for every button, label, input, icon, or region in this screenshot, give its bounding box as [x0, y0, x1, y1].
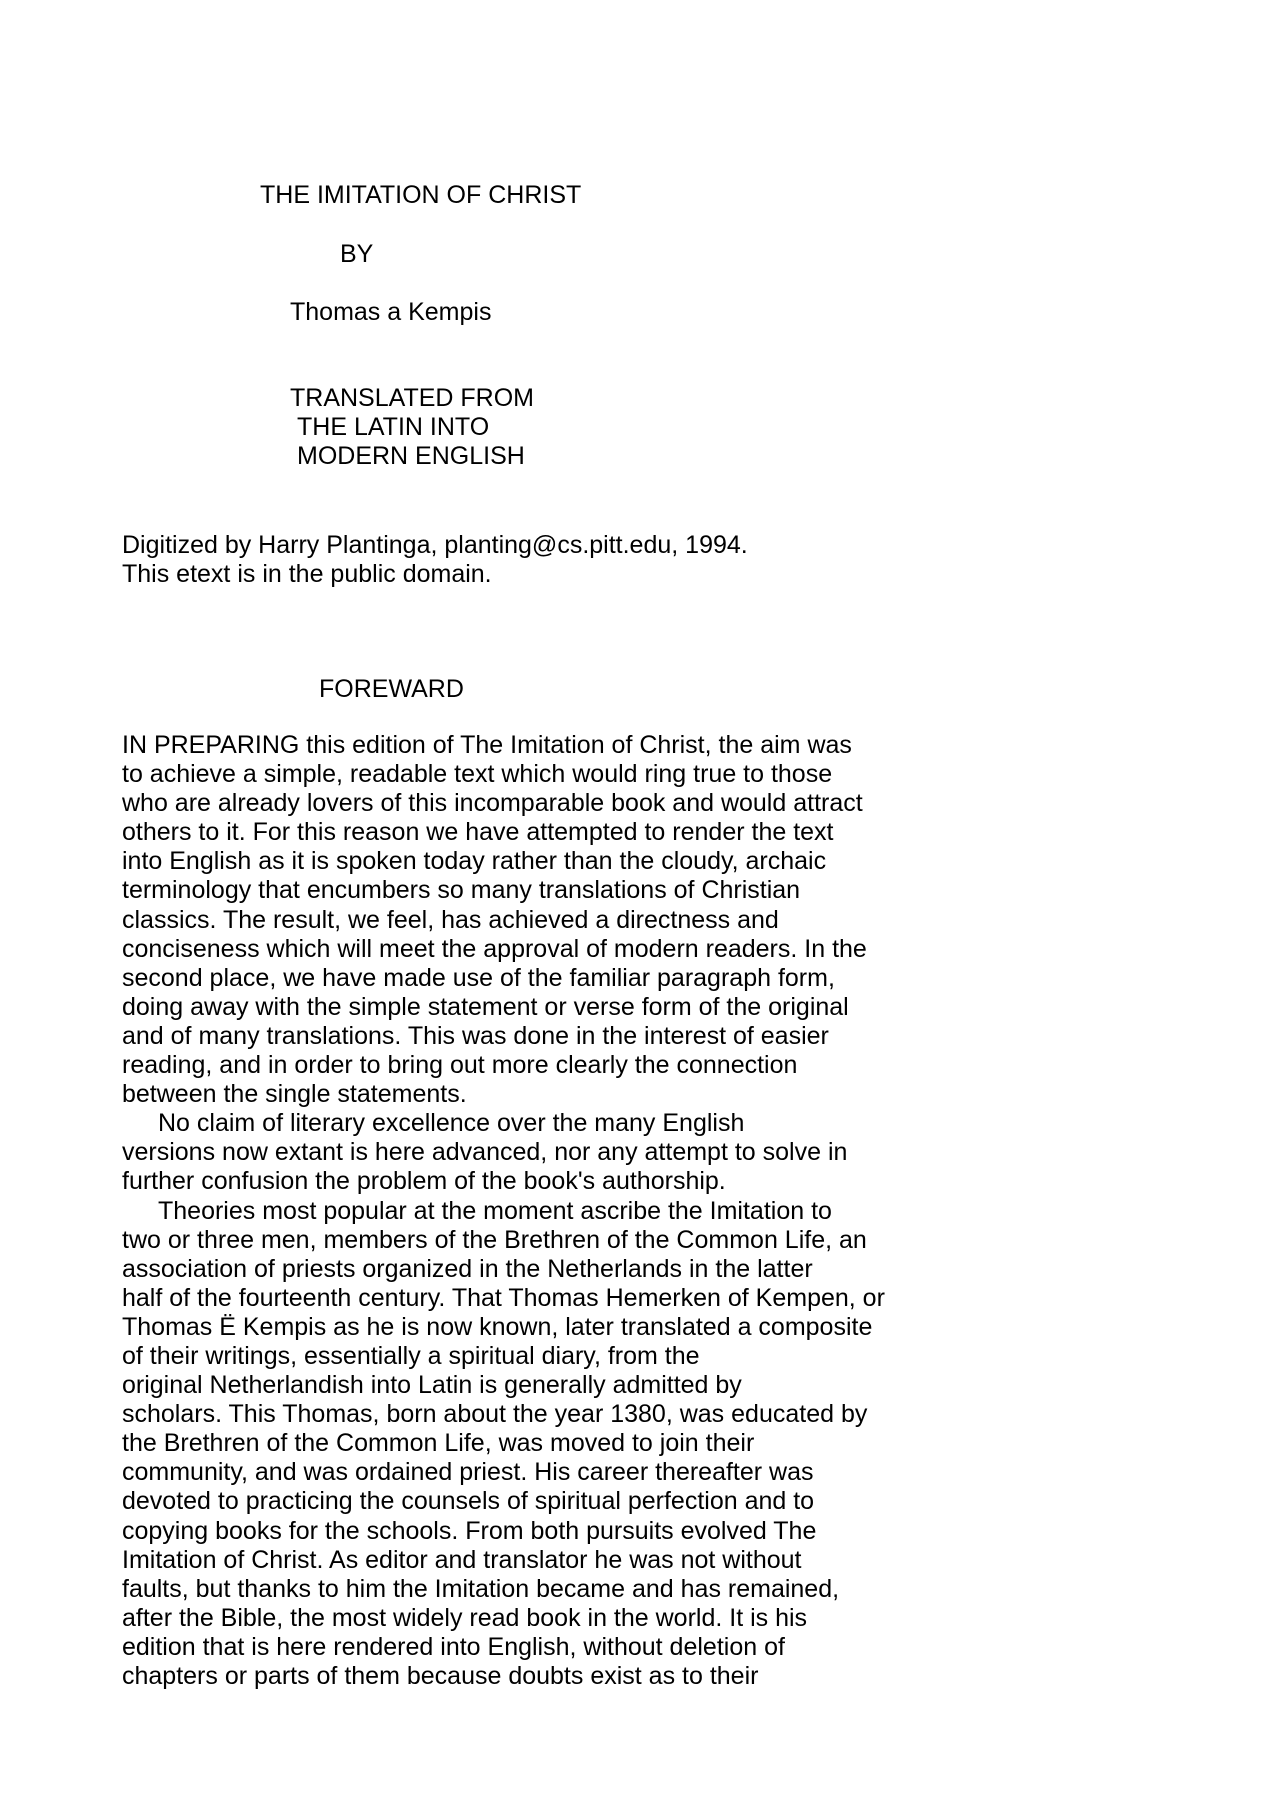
body-line: IN PREPARING this edition of The Imitation of Christ, the aim was	[122, 731, 852, 759]
body-line: versions now extant is here advanced, nor any attempt to solve in	[122, 1138, 848, 1167]
translation-note-line-2: THE LATIN INTO	[297, 413, 490, 441]
translation-note-line-1: TRANSLATED FROM	[290, 384, 534, 412]
body-line: to achieve a simple, readable text which would ring true to those	[122, 760, 833, 789]
body-line: scholars. This Thomas, born about the year 1380, was educated by	[122, 1400, 868, 1429]
body-line: Thomas Ë Kempis as he is now known, later translated a composite	[122, 1312, 873, 1341]
body-line: classics. The result, we feel, has achieved a directness and	[122, 905, 779, 934]
body-line: edition that is here rendered into English, without deletion of	[122, 1632, 785, 1661]
body-line: into English as it is spoken today rather than the cloudy, archaic	[122, 847, 827, 876]
credits-line-1: Digitized by Harry Plantinga, planting@cs.pitt.edu, 1994.	[122, 531, 748, 559]
book-title: THE IMITATION OF CHRIST	[260, 181, 582, 209]
body-line: chapters or parts of them because doubts exist as to their	[122, 1662, 759, 1690]
body-line: terminology that encumbers so many translations of Christian	[122, 876, 801, 905]
body-line: the Brethren of the Common Life, was moved to join their	[122, 1429, 755, 1458]
paragraph-start-line: Theories most popular at the moment ascribe the Imitation to	[158, 1196, 832, 1225]
by-line: BY	[340, 240, 374, 268]
body-line: others to it. For this reason we have attempted to render the text	[122, 818, 834, 847]
body-line: association of priests organized in the Netherlands in the latter	[122, 1254, 813, 1283]
foreward-body	[122, 731, 1172, 1691]
translation-note-line-3: MODERN ENGLISH	[297, 442, 525, 470]
body-line: after the Bible, the most widely read book in the world. It is his	[122, 1603, 808, 1632]
body-line: half of the fourteenth century. That Thomas Hemerken of Kempen, or	[122, 1283, 885, 1312]
author-name: Thomas a Kempis	[290, 298, 492, 326]
body-line: two or three men, members of the Brethren of the Common Life, an	[122, 1225, 867, 1254]
body-line: original Netherlandish into Latin is generally admitted by	[122, 1371, 742, 1400]
paragraph-start-line: No claim of literary excellence over the many English	[158, 1109, 745, 1138]
body-line: between the single statements.	[122, 1080, 467, 1109]
body-line: Imitation of Christ. As editor and translator he was not without	[122, 1545, 802, 1574]
credits-line-2: This etext is in the public domain.	[122, 560, 492, 588]
foreward-heading: FOREWARD	[319, 675, 464, 703]
body-line: further confusion the problem of the book's authorship.	[122, 1167, 726, 1196]
body-line: and of many translations. This was done in the interest of easier	[122, 1021, 829, 1050]
body-line: of their writings, essentially a spiritual diary, from the	[122, 1341, 700, 1370]
body-line: devoted to practicing the counsels of spiritual perfection and to	[122, 1487, 815, 1516]
body-line: community, and was ordained priest. His career thereafter was	[122, 1458, 814, 1487]
body-line: faults, but thanks to him the Imitation became and has remained,	[122, 1574, 840, 1603]
body-line: conciseness which will meet the approval of modern readers. In the	[122, 934, 867, 963]
body-line: second place, we have made use of the familiar paragraph form,	[122, 963, 835, 992]
body-line: reading, and in order to bring out more clearly the connection	[122, 1051, 798, 1080]
body-line: doing away with the simple statement or verse form of the original	[122, 992, 849, 1021]
body-line: who are already lovers of this incomparable book and would attract	[122, 789, 863, 818]
body-line: copying books for the schools. From both pursuits evolved The	[122, 1516, 817, 1545]
